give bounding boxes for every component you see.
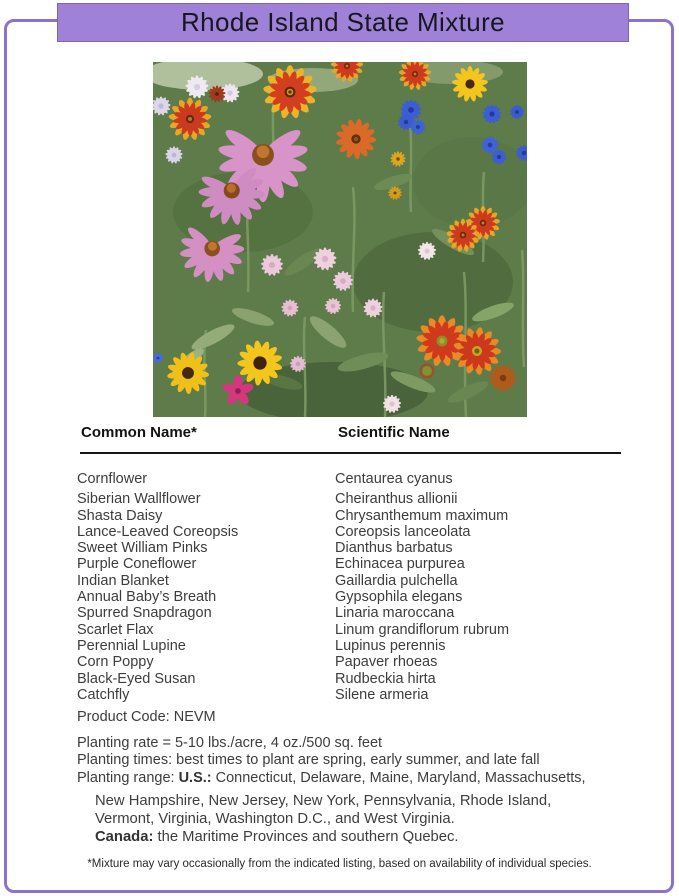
- species-row: [77, 638, 637, 654]
- species-row: [77, 508, 637, 524]
- product-code-value: NEVM: [173, 709, 216, 725]
- table-header-rule: [80, 452, 621, 454]
- common-name: Scarlet Flax: [77, 621, 154, 638]
- common-name: Lance-Leaved Coreopsis: [77, 523, 239, 540]
- scientific-name: Linum grandiflorum rubrum: [335, 621, 510, 638]
- scientific-name: Linaria maroccana: [335, 605, 455, 622]
- page-title: Rhode Island State Mixture: [180, 7, 505, 37]
- scientific-name: Echinacea purpurea: [335, 556, 465, 573]
- scientific-name: Gypsophila elegans: [335, 589, 463, 606]
- planting-rate: Planting rate = 5-10 lbs./acre, 4 oz./500 sq. feet: [77, 735, 383, 751]
- scientific-name: Coreopsis lanceolata: [335, 523, 471, 540]
- scientific-name: Centaurea cyanus: [335, 471, 453, 487]
- scientific-name: Cheiranthus allionii: [335, 491, 458, 508]
- product-code: [77, 709, 216, 725]
- wildflower-photo-illustration: [153, 62, 527, 417]
- common-name: Cornflower: [77, 471, 148, 487]
- common-name: Siberian Wallflower: [77, 491, 201, 508]
- scientific-name: Rudbeckia hirta: [335, 670, 436, 687]
- common-name: Perennial Lupine: [77, 637, 186, 654]
- species-row: [77, 556, 637, 572]
- us-states-line1: Connecticut, Delaware, Maine, Maryland, Massachusetts,: [211, 769, 586, 786]
- common-name: Sweet William Pinks: [77, 540, 208, 557]
- species-row: [77, 471, 637, 487]
- scientific-name: Dianthus barbatus: [335, 540, 453, 557]
- us-label: U.S.:: [178, 769, 212, 786]
- wildflower-photo: [153, 62, 527, 417]
- common-name: Spurred Snapdragon: [77, 605, 212, 622]
- species-row: [77, 524, 637, 540]
- common-name: Corn Poppy: [77, 654, 154, 671]
- scientific-name: Papaver rhoeas: [335, 654, 438, 671]
- title-bar: [57, 3, 629, 42]
- species-row: [77, 540, 637, 556]
- canada-text: the Maritime Provinces and southern Quebec.: [153, 829, 459, 846]
- canada-range: [95, 828, 551, 846]
- mixture-disclaimer: *Mixture may vary occasionally from the indicated listing, based on availability of individual species.: [87, 858, 592, 870]
- planting-range: [77, 770, 586, 787]
- column-header-scientific-name: Scientific Name: [338, 424, 450, 441]
- common-name: Catchfly: [77, 686, 130, 703]
- common-name: Indian Blanket: [77, 572, 169, 589]
- scientific-name: Gaillardia pulchella: [335, 572, 458, 589]
- planting-range-label: Planting range:: [77, 769, 179, 786]
- species-row: [77, 687, 637, 703]
- species-row: [77, 589, 637, 605]
- scientific-name: Silene armeria: [335, 686, 429, 703]
- species-row: [77, 671, 637, 687]
- common-name: Black-Eyed Susan: [77, 670, 196, 687]
- column-header-common-name: Common Name*: [81, 424, 197, 441]
- scientific-name: Lupinus perennis: [335, 637, 446, 654]
- species-row: [77, 605, 637, 621]
- species-table: [77, 471, 637, 703]
- scientific-name: Chrysanthemum maximum: [335, 507, 509, 524]
- common-name: Shasta Daisy: [77, 507, 163, 524]
- planting-info: [77, 735, 586, 787]
- us-states-line3: Vermont, Virginia, Washington D.C., and West Virginia.: [95, 811, 455, 828]
- species-row: [77, 622, 637, 638]
- species-row: [77, 573, 637, 589]
- common-name: Annual Baby’s Breath: [77, 589, 217, 606]
- planting-range-continued: [95, 792, 551, 847]
- us-states-line2: New Hampshire, New Jersey, New York, Pennsylvania, Rhode Island,: [95, 793, 552, 809]
- canada-label: Canada:: [95, 829, 154, 846]
- planting-times: Planting times: best times to plant are spring, early summer, and late fall: [77, 752, 540, 769]
- species-row: [77, 654, 637, 670]
- common-name: Purple Coneflower: [77, 556, 197, 573]
- product-code-label: Product Code:: [77, 709, 170, 725]
- species-row: [77, 491, 637, 507]
